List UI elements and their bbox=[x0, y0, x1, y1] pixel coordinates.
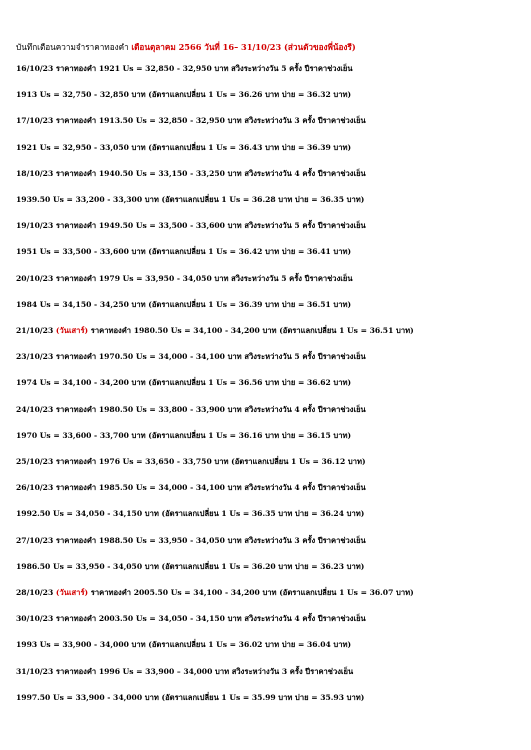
price-log-line bbox=[16, 168, 366, 180]
price-log-line bbox=[16, 692, 364, 704]
line-text: 31/10/23 ราคาทองคำ 1996 Us = 33,900 – 34,000 บาท สวิงระหว่างวัน 3 ครั้ง ปีราคาช่วงเย็น bbox=[16, 666, 354, 676]
price-log-line bbox=[16, 535, 366, 547]
price-log-line bbox=[16, 377, 351, 389]
line-text: 30/10/23 ราคาทองคำ 2003.50 Us = 34,050 - 34,150 บาท สวิงระหว่างวัน 4 ครั้ง ปีราคาช่วงเย็น bbox=[16, 614, 366, 624]
line-text-continued: ราคาทองคำ 1980.50 Us = 34,100 - 34,200 บาท (อัตราแลกเปลี่ยน 1 Us = 36.51 บาท) bbox=[88, 326, 414, 335]
line-text: 1997.50 Us = 33,900 - 34,000 บาท (อัตราแลกเปลี่ยน 1 Us = 35.99 บาท บ่าย = 35.93 บาท) bbox=[16, 692, 365, 702]
price-log-line bbox=[16, 142, 351, 154]
price-log-line bbox=[16, 89, 351, 101]
line-text: 1974 Us = 34,100 - 34,200 บาท (อัตราแลกเปลี่ยน 1 Us = 36.56 บาท บ่าย = 36.62 บาท) bbox=[16, 378, 352, 388]
price-log-line bbox=[16, 508, 364, 520]
price-log-line bbox=[16, 351, 366, 363]
line-text: 28/10/23 bbox=[16, 588, 56, 597]
price-log-line bbox=[16, 325, 414, 337]
line-text-continued: ราคาทองคำ 2005.50 Us = 34,100 - 34,200 บาท (อัตราแลกเปลี่ยน 1 Us = 36.07 บาท) bbox=[88, 588, 414, 597]
price-log-line bbox=[16, 246, 351, 258]
line-text: 1913 Us = 32,750 - 32,850 บาท (อัตราแลกเปลี่ยน 1 Us = 36.26 บาท บ่าย = 36.32 บาท) bbox=[16, 90, 352, 100]
price-log-line bbox=[16, 194, 364, 206]
line-text: 24/10/23 ราคาทองคำ 1980.50 Us = 33,800 - 33,900 บาท สวิงระหว่างวัน 4 ครั้ง ปีราคาช่วงเย็น bbox=[16, 404, 366, 414]
line-text: 1984 Us = 34,150 - 34,250 บาท (อัตราแลกเปลี่ยน 1 Us = 36.39 บาท บ่าย = 36.51 บาท) bbox=[16, 299, 352, 309]
saturday-marker: (วันเสาร์) bbox=[55, 588, 89, 597]
line-text: 18/10/23 ราคาทองคำ 1940.50 Us = 33,150 - 33,250 บาท สวิงระหว่างวัน 4 ครั้ง ปีราคาช่วงเย็น bbox=[16, 168, 366, 178]
price-log-line bbox=[16, 482, 366, 494]
title-prefix: บันทึกเตือนความจำราคาทองคำ bbox=[16, 42, 132, 52]
price-log-line bbox=[16, 115, 366, 127]
line-text: 21/10/23 bbox=[16, 326, 56, 335]
line-text: 16/10/23 ราคาทองคำ 1921 Us = 32,850 - 32,950 บาท สวิงระหว่างวัน 5 ครั้ง ปีราคาช่วงเย็น bbox=[16, 64, 353, 73]
price-log-line bbox=[16, 613, 366, 625]
price-log-line bbox=[16, 63, 353, 75]
saturday-marker: (วันเสาร์) bbox=[55, 326, 89, 335]
line-text: 25/10/23 ราคาทองคำ 1976 Us = 33,650 - 33,750 บาท (อัตราแลกเปลี่ยน 1 Us = 36.12 บาท) bbox=[16, 457, 366, 466]
line-text: 1970 Us = 33,600 - 33,700 บาท (อัตราแลกเปลี่ยน 1 Us = 36.16 บาท บ่าย = 36.15 บาท) bbox=[16, 430, 352, 440]
price-log-line bbox=[16, 561, 364, 573]
price-log-line bbox=[16, 273, 353, 285]
title-highlight: เดือนตุลาคม 2566 วันที่ 16– 31/10/23 (ส่วนตัวของพี่น้องรี) bbox=[131, 42, 356, 52]
line-text: 1993 Us = 33,900 - 34,000 บาท (อัตราแลกเปลี่ยน 1 Us = 36.02 บาท บ่าย = 36.04 บาท) bbox=[16, 640, 352, 650]
line-text: 17/10/23 ราคาทองคำ 1913.50 Us = 32,850 - 32,950 บาท สวิงระหว่างวัน 3 ครั้ง ปีราคาช่วงเย็น bbox=[16, 116, 366, 126]
line-text: 1951 Us = 33,500 - 33,600 บาท (อัตราแลกเปลี่ยน 1 Us = 36.42 บาท บ่าย = 36.41 บาท) bbox=[16, 247, 352, 257]
price-log-line bbox=[16, 430, 351, 442]
line-text: 1986.50 Us = 33,950 - 34,050 บาท (อัตราแลกเปลี่ยน 1 Us = 36.20 บาท บ่าย = 36.23 บาท) bbox=[16, 561, 365, 571]
price-log-line bbox=[16, 456, 366, 468]
price-log-line bbox=[16, 299, 351, 311]
price-log-line bbox=[16, 404, 366, 416]
line-text: 1992.50 Us = 34,050 - 34,150 บาท (อัตราแลกเปลี่ยน 1 Us = 36.35 บาท บ่าย = 36.24 บาท) bbox=[16, 509, 365, 519]
page-title bbox=[16, 41, 356, 53]
price-log-line bbox=[16, 587, 414, 599]
price-log-line bbox=[16, 666, 353, 678]
line-text: 20/10/23 ราคาทองคำ 1979 Us = 33,950 - 34,050 บาท สวิงระหว่างวัน 5 ครั้ง ปีราคาช่วงเย็น bbox=[16, 273, 353, 283]
line-text: 27/10/23 ราคาทองคำ 1988.50 Us = 33,950 - 34,050 บาท สวิงระหว่างวัน 3 ครั้ง ปีราคาช่วงเย็น bbox=[16, 535, 366, 545]
line-text: 26/10/23 ราคาทองคำ 1985.50 Us = 34,000 - 34,100 บาท สวิงระหว่างวัน 4 ครั้ง ปีราคาช่วงเย็น bbox=[16, 483, 366, 493]
line-text: 23/10/23 ราคาทองคำ 1970.50 Us = 34,000 - 34,100 บาท สวิงระหว่างวัน 5 ครั้ง ปีราคาช่วงเย็น bbox=[16, 352, 366, 362]
line-text: 1921 Us = 32,950 - 33,050 บาท (อัตราแลกเปลี่ยน 1 Us = 36.43 บาท บ่าย = 36.39 บาท) bbox=[16, 142, 352, 152]
line-text: 1939.50 Us = 33,200 - 33,300 บาท (อัตราแลกเปลี่ยน 1 Us = 36.28 บาท บ่าย = 36.35 บาท) bbox=[16, 195, 365, 204]
price-log-line bbox=[16, 639, 351, 651]
price-log-line bbox=[16, 220, 366, 232]
line-text: 19/10/23 ราคาทองคำ 1949.50 Us = 33,500 - 33,600 บาท สวิงระหว่างวัน 5 ครั้ง ปีราคาช่วงเย็น bbox=[16, 221, 366, 231]
